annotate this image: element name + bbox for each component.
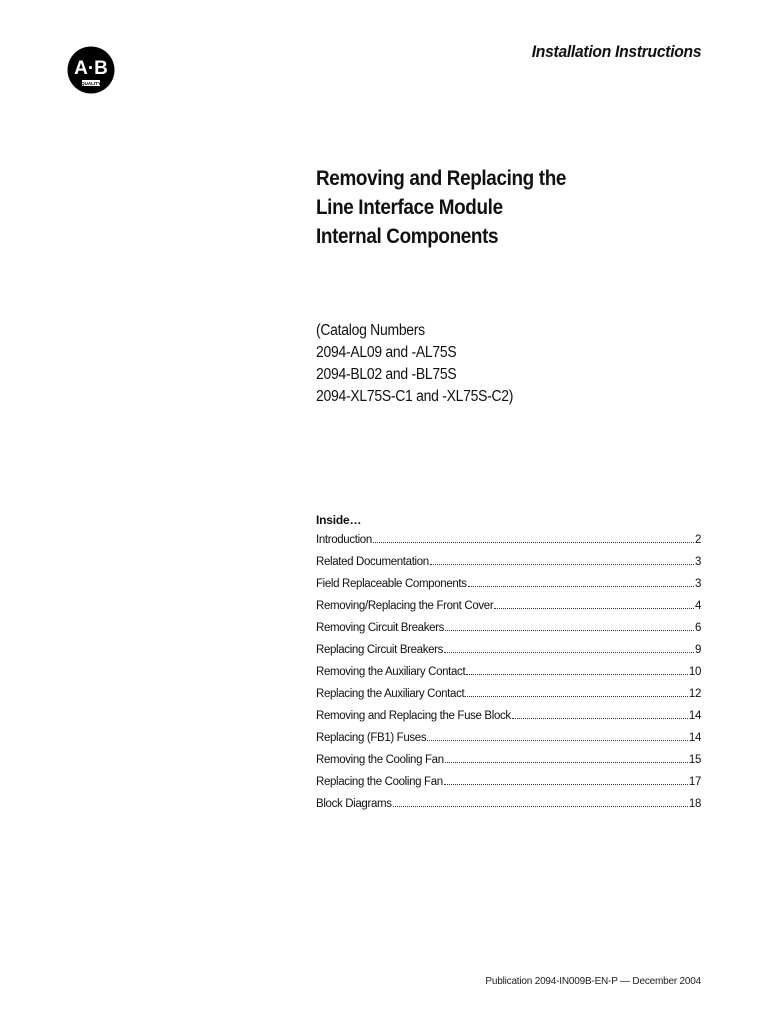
- page-title: [316, 164, 676, 251]
- toc-dot-leader: [444, 651, 694, 653]
- toc-entry[interactable]: [316, 662, 701, 684]
- toc-entry-label: Removing Circuit Breakers: [316, 622, 445, 634]
- toc-entry[interactable]: [316, 750, 701, 772]
- title-line: Line Interface Module: [316, 196, 503, 219]
- catalog-line: 2094-BL02 and -BL75S: [316, 366, 457, 383]
- toc-dot-leader: [373, 541, 694, 543]
- toc-entry-label: Replacing (FB1) Fuses: [316, 732, 427, 744]
- toc-list: [316, 530, 701, 816]
- toc-entry-label: Removing and Replacing the Fuse Block: [316, 710, 511, 722]
- toc-entry[interactable]: [316, 794, 701, 816]
- toc-dot-leader: [445, 761, 688, 763]
- publication-footer: Publication 2094-IN009B-EN-P — December 2004: [485, 976, 701, 987]
- toc-entry-page: 15: [688, 754, 701, 766]
- title-line: Removing and Replacing the: [316, 167, 567, 190]
- toc-entry-label: Field Replaceable Components: [316, 578, 467, 590]
- toc-entry-page: 17: [688, 776, 701, 788]
- toc-dot-leader: [466, 673, 688, 675]
- toc-entry[interactable]: [316, 640, 701, 662]
- toc-entry-page: 10: [688, 666, 701, 678]
- catalog-line: 2094-XL75S-C1 and -XL75S-C2): [316, 388, 514, 405]
- toc-entry-label: Replacing the Cooling Fan: [316, 776, 443, 788]
- toc-dot-leader: [430, 563, 694, 565]
- toc-entry-page: 6: [694, 622, 701, 634]
- toc-entry[interactable]: [316, 684, 701, 706]
- toc-entry[interactable]: [316, 530, 701, 552]
- logo-text: A·B: [74, 58, 108, 79]
- toc-dot-leader: [465, 695, 688, 697]
- toc-entry[interactable]: [316, 618, 701, 640]
- toc-dot-leader: [468, 585, 694, 587]
- toc-entry-page: 14: [688, 732, 701, 744]
- title-line: Internal Components: [316, 225, 499, 248]
- toc-dot-leader: [512, 717, 688, 719]
- toc-entry[interactable]: [316, 574, 701, 596]
- toc-heading: Inside…: [316, 513, 362, 527]
- toc-dot-leader: [444, 783, 688, 785]
- toc-entry-page: 3: [694, 578, 701, 590]
- toc-entry-page: 18: [688, 798, 701, 810]
- toc-dot-leader: [427, 739, 688, 741]
- toc-entry-label: Related Documentation: [316, 556, 429, 568]
- toc-entry[interactable]: [316, 728, 701, 750]
- toc-entry-label: Block Diagrams: [316, 798, 392, 810]
- toc-dot-leader: [445, 629, 694, 631]
- toc-entry[interactable]: [316, 706, 701, 728]
- toc-entry[interactable]: [316, 772, 701, 794]
- toc-dot-leader: [393, 805, 688, 807]
- toc-entry-page: 14: [688, 710, 701, 722]
- toc-entry-label: Removing the Auxiliary Contact: [316, 666, 466, 678]
- toc-entry-label: Replacing the Auxiliary Contact: [316, 688, 465, 700]
- toc-dot-leader: [494, 607, 694, 609]
- logo-tagline: QUALITY: [81, 81, 101, 86]
- allen-bradley-logo: [67, 46, 115, 94]
- toc-entry-page: 2: [694, 534, 701, 546]
- document-type: Installation Instructions: [531, 42, 701, 61]
- toc-entry-label: Removing the Cooling Fan: [316, 754, 444, 766]
- toc-entry-page: 9: [694, 644, 701, 656]
- catalog-line: (Catalog Numbers: [316, 322, 425, 339]
- toc-entry-page: 12: [688, 688, 701, 700]
- toc-entry[interactable]: [316, 552, 701, 574]
- toc-entry-page: 4: [694, 600, 701, 612]
- toc-entry-label: Introduction: [316, 534, 372, 546]
- toc-entry-page: 3: [694, 556, 701, 568]
- toc-entry-label: Replacing Circuit Breakers: [316, 644, 444, 656]
- toc-entry[interactable]: [316, 596, 701, 618]
- catalog-numbers: [316, 320, 676, 408]
- catalog-line: 2094-AL09 and -AL75S: [316, 344, 457, 361]
- table-of-contents: [316, 510, 701, 816]
- toc-entry-label: Removing/Replacing the Front Cover: [316, 600, 494, 612]
